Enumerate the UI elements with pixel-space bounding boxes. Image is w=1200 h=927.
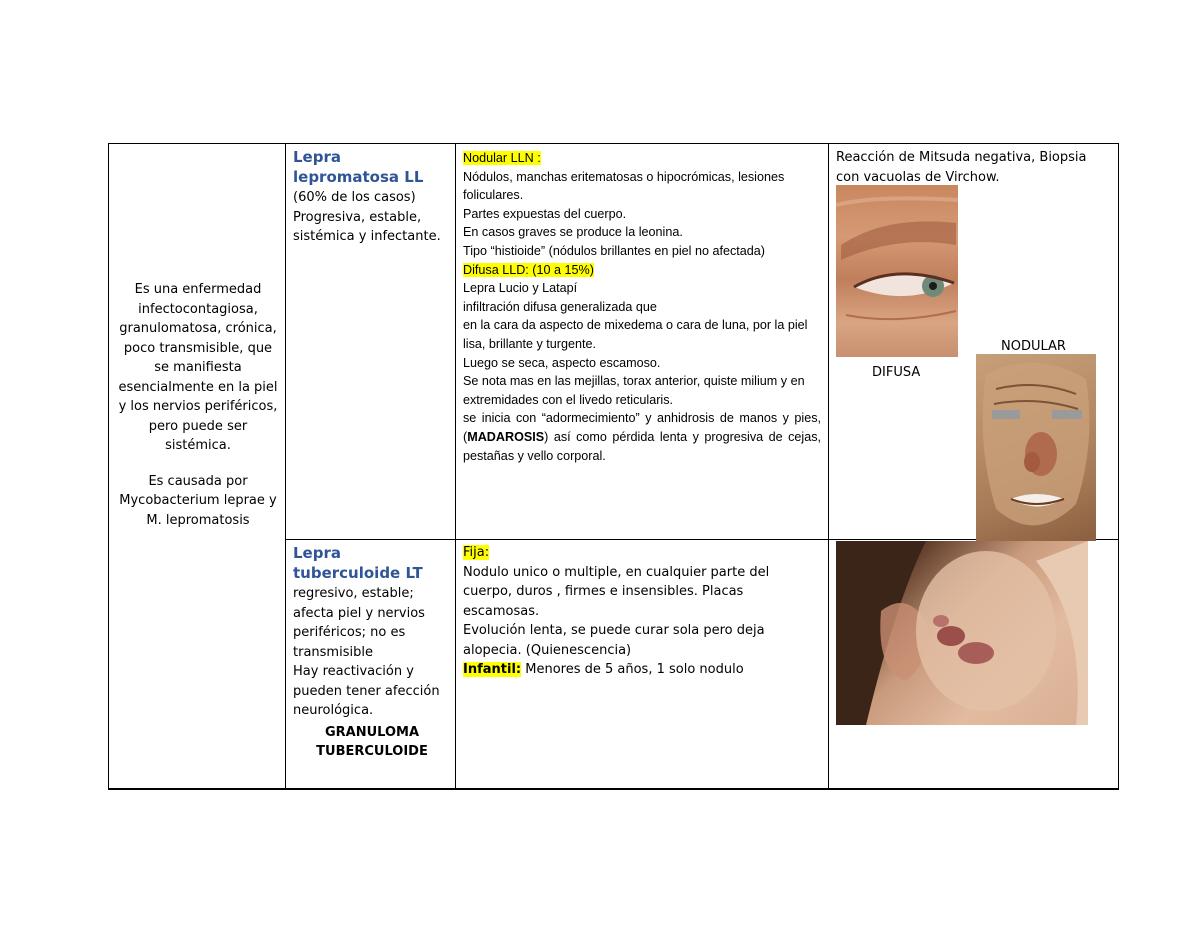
ll-title: Lepra lepromatosa LL: [293, 148, 424, 186]
lt-reactivation: Hay reactivación y pueden tener afección neurológica.: [293, 664, 440, 718]
infantil-text: Menores de 5 años, 1 solo nodulo: [521, 662, 744, 677]
leprosy-table: [108, 143, 1119, 790]
ll-summary-cell: [293, 147, 451, 247]
disease-cause: Es causada por Mycobacterium leprae y M. lepromatosis: [119, 473, 277, 528]
fija-line: Nodulo unico o multiple, en cualquier parte del cuerpo, duros , firmes e insensibles. Placas escamosas.: [463, 564, 770, 619]
face-icon: [976, 354, 1096, 541]
intro-cell: [118, 280, 278, 530]
mitsuda-caption: Reacción de Mitsuda negativa, Biopsia con vacuolas de Virchow.: [836, 150, 1087, 185]
lt-traits: regresivo, estable; afecta piel y nervios periféricos; no es transmisible: [293, 586, 425, 660]
difusa-line: Se nota mas en las mejillas, torax anterior, quiste milium y en extremidades con el livedo reticularis.: [463, 374, 805, 407]
difusa-line: en la cara da aspecto de mixedema o cara de luna, por la piel lisa, brillante y turgente.: [463, 318, 808, 351]
lt-details-cell: [463, 543, 793, 680]
lesion-icon: [836, 541, 1088, 725]
nodular-caption: NODULAR: [1001, 339, 1066, 354]
nodular-line: Nódulos, manchas eritematosas o hipocrómicas, lesiones foliculares.: [463, 169, 785, 203]
lt-summary-cell: [293, 543, 451, 762]
nodular-line: Tipo “histioide” (nódulos brillantes en piel no afectada): [463, 243, 765, 258]
lt-title: Lepra tuberculoide LT: [293, 544, 423, 582]
eye-icon: [836, 185, 958, 357]
eye-closeup-photo: [836, 185, 958, 357]
difusa-caption: DIFUSA: [872, 365, 921, 380]
nodular-line: Partes expuestas del cuerpo.: [463, 206, 627, 221]
difusa-line: Luego se seca, aspecto escamoso.: [463, 355, 661, 370]
granuloma-label: GRANULOMA TUBERCULOIDE: [316, 724, 428, 759]
child-cheek-lesion-photo: [836, 541, 1088, 725]
leonine-face-photo: [976, 354, 1096, 541]
ll-traits: Progresiva, estable, sistémica y infectante.: [293, 209, 441, 244]
difusa-line: infiltración difusa generalizada que: [463, 299, 657, 314]
nodular-line: En casos graves se produce la leonina.: [463, 225, 683, 240]
disease-description: Es una enfermedad infectocontagiosa, granulomatosa, crónica, poco transmisible, que se manifiesta esencialmente en la piel y los nervios periféricos, pero puede ser sistémica.: [118, 282, 278, 453]
infantil-label: Infantil:: [463, 662, 522, 677]
ll-details-cell: [463, 149, 821, 465]
fija-line: Evolución lenta, se puede curar sola pero deja alopecia. (Quienescencia): [463, 623, 765, 658]
nodular-lln-label: Nodular LLN :: [463, 151, 541, 165]
fija-label: Fija:: [463, 545, 490, 560]
madarosis-paragraph: se inicia con “adormecimiento” y anhidrosis de manos y pies, (MADAROSIS) así como pérdida lenta y progresiva de cejas, pestañas y vello corporal.: [463, 411, 821, 463]
ll-share: (60% de los casos): [293, 190, 416, 205]
difusa-lld-label: Difusa LLD: (10 a 15%): [463, 262, 594, 277]
difusa-line: Lepra Lucio y Latapí: [463, 281, 578, 296]
